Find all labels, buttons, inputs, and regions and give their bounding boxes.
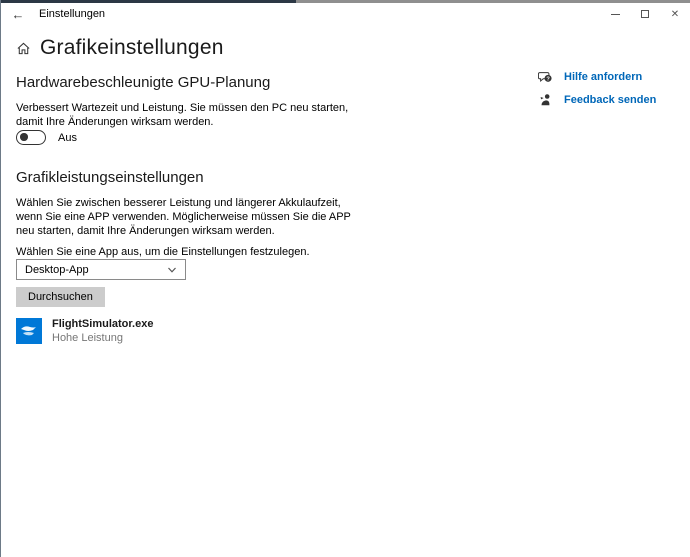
app-performance-setting: Hohe Leistung bbox=[52, 332, 123, 344]
send-feedback-label: Feedback senden bbox=[564, 94, 657, 106]
app-meta bbox=[52, 318, 153, 344]
get-help-icon bbox=[538, 70, 552, 84]
minimize-icon bbox=[611, 14, 620, 15]
gpu-section-description: Verbessert Wartezeit und Leistung. Sie müssen den PC neu starten, damit Ihre Änderungen wirksam werden. bbox=[16, 102, 349, 128]
gpu-scheduling-toggle[interactable] bbox=[16, 130, 46, 145]
close-button[interactable] bbox=[660, 3, 690, 25]
page-title: Grafikeinstellungen bbox=[40, 36, 224, 59]
page-header bbox=[16, 36, 224, 60]
minimize-button[interactable] bbox=[600, 3, 630, 25]
gpu-toggle-row bbox=[16, 130, 77, 145]
maximize-button[interactable] bbox=[630, 3, 660, 25]
app-name: FlightSimulator.exe bbox=[52, 318, 154, 330]
close-icon: ✕ bbox=[670, 8, 680, 20]
maximize-icon bbox=[641, 10, 649, 18]
svg-text:?: ? bbox=[546, 76, 550, 83]
chevron-down-icon bbox=[167, 265, 177, 275]
send-feedback-link[interactable] bbox=[538, 93, 656, 107]
get-help-link[interactable] bbox=[538, 70, 656, 84]
gpu-section-heading: Hardwarebeschleunigte GPU-Planung bbox=[16, 74, 271, 91]
choose-app-label: Wählen Sie eine App aus, um die Einstellungen festzulegen. bbox=[16, 246, 310, 258]
feedback-icon bbox=[538, 93, 552, 107]
performance-section-heading: Grafikleistungseinstellungen bbox=[16, 169, 204, 186]
browse-button[interactable]: Durchsuchen bbox=[16, 287, 105, 307]
home-icon bbox=[16, 41, 31, 56]
flight-simulator-app-icon bbox=[16, 318, 42, 344]
app-type-selected-value: Desktop-App bbox=[25, 263, 89, 276]
window-title: Einstellungen bbox=[39, 8, 106, 20]
toggle-state-label: Aus bbox=[58, 131, 77, 144]
performance-section-description: Wählen Sie zwischen besserer Leistung und längerer Akkulaufzeit, wenn Sie eine APP verwenden. Möglicherweise müssen Sie die APP neu starten, damit Ihre Änderungen wirksam werden. bbox=[16, 197, 351, 237]
back-button[interactable] bbox=[1, 7, 35, 22]
flight-simulator-logo-icon bbox=[19, 324, 39, 338]
window-controls bbox=[600, 3, 690, 25]
window-left-border bbox=[0, 0, 1, 557]
titlebar bbox=[1, 3, 690, 25]
help-links bbox=[538, 70, 656, 107]
back-icon: ← bbox=[11, 6, 25, 22]
app-list-item[interactable] bbox=[16, 318, 153, 344]
toggle-knob bbox=[20, 133, 28, 141]
app-type-select[interactable] bbox=[16, 259, 186, 280]
get-help-label: Hilfe anfordern bbox=[564, 71, 643, 83]
